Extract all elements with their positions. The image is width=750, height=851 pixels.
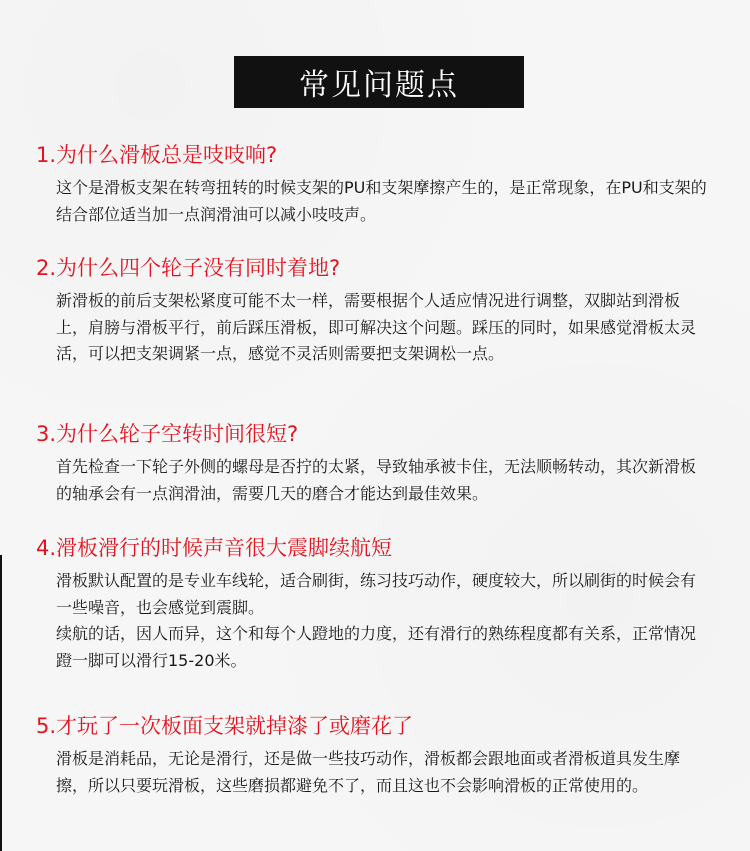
faq-answer-4-paragraph-1: 滑板默认配置的是专业车线轮，适合刷街，练习技巧动作，硬度较大，所以刷街的时候会有一些噪音，也会感觉到震脚。	[56, 571, 697, 617]
page-title-text: 常见问题点	[299, 68, 459, 103]
page-title	[234, 56, 524, 108]
faq-question-1: 1.为什么滑板总是吱吱响?	[36, 143, 278, 167]
faq-answer-4-paragraph-2: 续航的话，因人而异，这个和每个人蹬地的力度，还有滑行的熟练程度都有关系，正常情况蹬一脚可以滑行15-20米。	[56, 624, 697, 670]
faq-answer-3	[56, 454, 710, 507]
faq-answer-1	[56, 175, 710, 228]
faq-item-1	[36, 141, 710, 228]
faq-answer-2-paragraph-1: 新滑板的前后支架松紧度可能不太一样，需要根据个人适应情况进行调整，双脚站到滑板上，肩膀与滑板平行，前后踩压滑板，即可解决这个问题。踩压的同时，如果感觉滑板太灵活，可以把支架调紧一点，感觉不灵活则需要把支架调松一点。	[56, 291, 697, 363]
faq-question-4: 4.滑板滑行的时候声音很大震脚续航短	[36, 536, 393, 560]
faq-question-5: 5.才玩了一次板面支架就掉漆了或磨花了	[36, 714, 414, 738]
faq-answer-3-paragraph-1: 首先检查一下轮子外侧的螺母是否拧的太紧，导致轴承被卡住，无法顺畅转动，其次新滑板的轴承会有一点润滑油，需要几天的磨合才能达到最佳效果。	[56, 457, 697, 503]
faq-answer-5-paragraph-1: 滑板是消耗品，无论是滑行，还是做一些技巧动作，滑板都会跟地面或者滑板道具发生摩擦，所以只要玩滑板，这些磨损都避免不了，而且这也不会影响滑板的正常使用的。	[56, 749, 681, 795]
faq-answer-5	[56, 746, 710, 799]
faq-item-4	[36, 534, 710, 674]
left-edge-bar	[0, 555, 2, 851]
faq-question-3: 3.为什么轮子空转时间很短?	[36, 422, 299, 446]
faq-item-3	[36, 420, 710, 507]
faq-item-2	[36, 254, 710, 368]
faq-answer-1-paragraph-1: 这个是滑板支架在转弯扭转的时候支架的PU和支架摩擦产生的，是正常现象，在PU和支架的结合部位适当加一点润滑油可以减小吱吱声。	[56, 178, 707, 224]
faq-answer-4	[56, 568, 710, 674]
faq-item-5	[36, 712, 710, 799]
faq-question-2: 2.为什么四个轮子没有同时着地?	[36, 256, 341, 280]
faq-answer-2	[56, 288, 710, 368]
